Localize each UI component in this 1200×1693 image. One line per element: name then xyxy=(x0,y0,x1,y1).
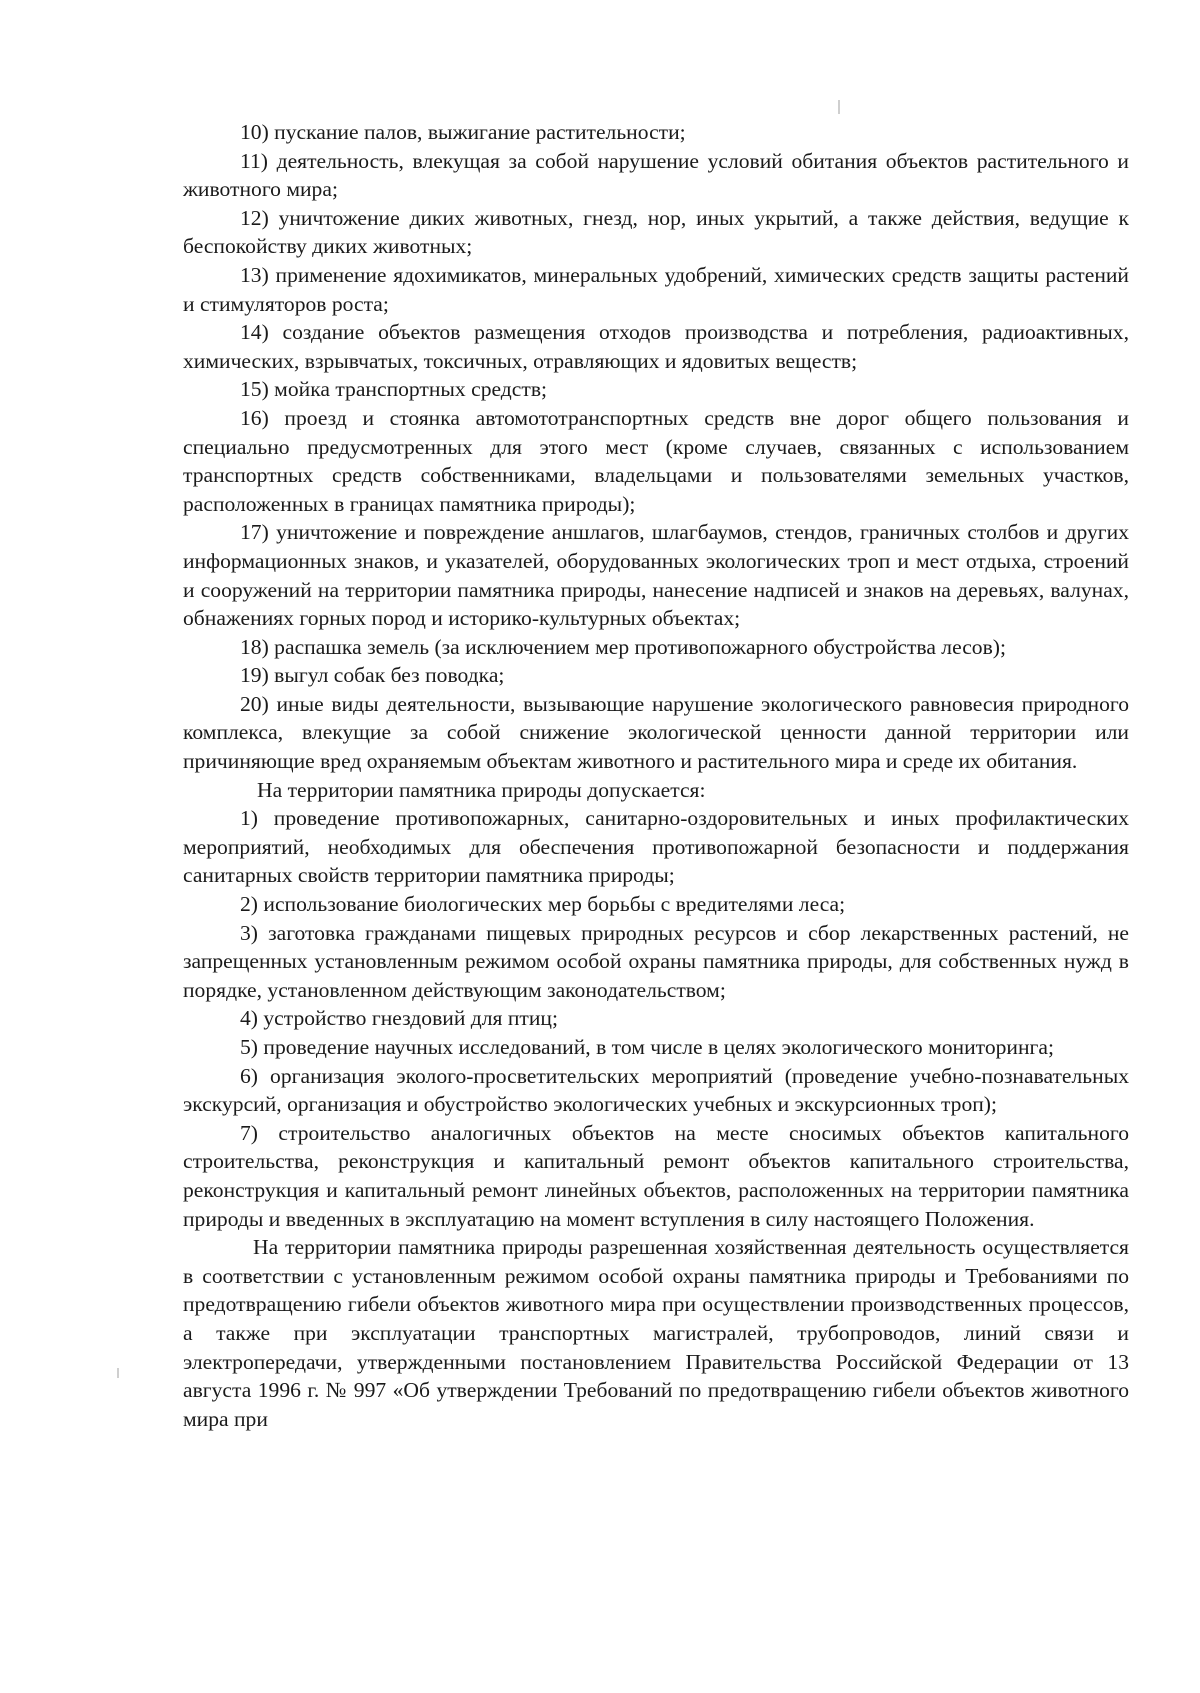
document-body xyxy=(183,118,1129,1433)
paragraph: 19) выгул собак без поводка; xyxy=(240,663,505,688)
section-intro: На территории памятника природы допускается: xyxy=(257,777,706,802)
paragraph: 7) строительство аналогичных объектов на месте сносимых объектов капитального строительства, реконструкция и капитальный ремонт объектов капитального строительства, реконструкция и капитальный ремонт линейных объектов, расположенных на территории памятника природы и введенных в эксплуатацию на момент вступления в силу настоящего Положения. xyxy=(183,1120,1129,1231)
paragraph: 13) применение ядохимикатов, минеральных удобрений, химических средств защиты растений и стимуляторов роста; xyxy=(183,262,1129,316)
paragraph: 14) создание объектов размещения отходов производства и потребления, радиоактивных, химических, взрывчатых, токсичных, отравляющих и ядовитых веществ; xyxy=(183,320,1129,373)
paragraph: 10) пускание палов, выжигание растительности; xyxy=(240,120,686,144)
paragraph: 5) проведение научных исследований, в том числе в целях экологического мониторинга; xyxy=(240,1035,1054,1059)
section-intro: На территории памятника природы разрешенная хозяйственная деятельность осуществляется в соответствии с установленным режимом особой охраны памятника природы и Требованиями по предотвращению гибели объектов животного мира при осуществлении производственных процессов, а также при эксплуатации транспортных магистралей, трубопроводов, линий связи и электропередачи, утвержденными постановлением Правительства Российской Федерации от 13 августа 1996 г. № 997 «Об утверждении Требований по предотвращению гибели объектов животного мира при xyxy=(183,1235,1129,1431)
paragraph: 11) деятельность, влекущая за собой нарушение условий обитания объектов растительного и животного мира; xyxy=(183,148,1129,202)
paragraph: 16) проезд и стоянка автомототранспортных средств вне дорог общего пользования и специально предусмотренных для этого мест (кроме случаев, связанных с использованием транспортных средств собственниками, владельцами и пользователями земельных участков, расположенных в границах памятника природы); xyxy=(183,405,1129,516)
paragraph: 17) уничтожение и повреждение аншлагов, шлагбаумов, стендов, граничных столбов и других информационных знаков, и указателей, оборудованных экологических троп и мест отдыха, строений и сооружений на территории памятника природы, нанесение надписей и знаков на деревьях, валунах, обнажениях горных пород и историко-культурных объектах; xyxy=(183,520,1129,631)
paragraph: 3) заготовка гражданами пищевых природных ресурсов и сбор лекарственных растений, не запрещенных установленным режимом особой охраны памятника природы, для собственных нужд в порядке, установленном действующим законодательством; xyxy=(183,920,1129,1002)
scan-mark xyxy=(117,1368,119,1378)
paragraph: 2) использование биологических мер борьбы с вредителями леса; xyxy=(240,892,846,917)
paragraph: 6) организация эколого-просветительских мероприятий (проведение учебно-познавательных экскурсий, организация и обустройство экологических учебных и экскурсионных троп); xyxy=(183,1063,1129,1117)
paragraph: 12) уничтожение диких животных, гнезд, нор, иных укрытий, а также действия, ведущие к беспокойству диких животных; xyxy=(183,205,1129,259)
paragraph: 18) распашка земель (за исключением мер противопожарного обустройства лесов); xyxy=(240,634,1006,659)
scan-mark xyxy=(838,100,840,114)
paragraph: 20) иные виды деятельности, вызывающие нарушение экологического равновесия природного комплекса, влекущие за собой снижение экологической ценности данной территории или причиняющие вред охраняемым объектам животного и растительного мира и среде их обитания. xyxy=(183,691,1129,774)
paragraph: 4) устройство гнездовий для птиц; xyxy=(240,1006,558,1031)
paragraph: 15) мойка транспортных средств; xyxy=(240,377,548,402)
paragraph: 1) проведение противопожарных, санитарно-оздоровительных и иных профилактических мероприятий, необходимых для обеспечения противопожарной безопасности и поддержания санитарных свойств территории памятника природы; xyxy=(183,806,1129,888)
